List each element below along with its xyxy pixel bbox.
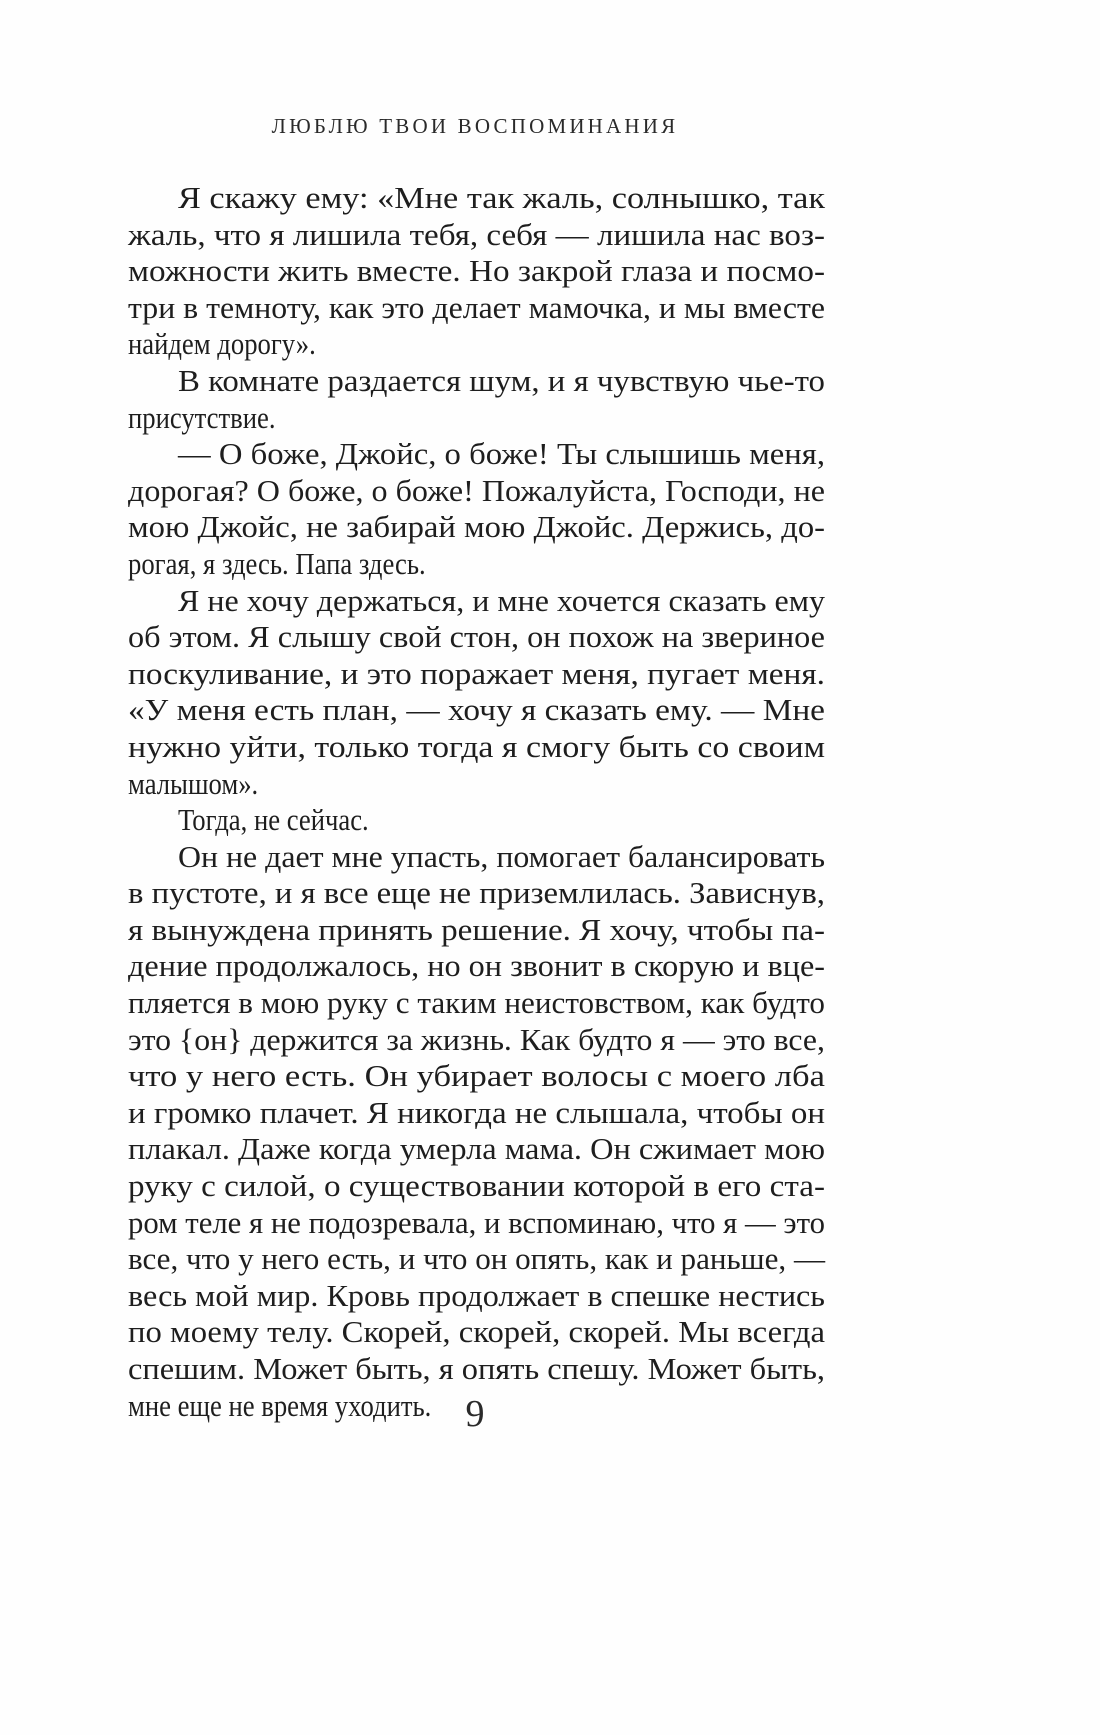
- text-line: [128, 1022, 825, 1059]
- text-line-content: и громко плачет. Я никогда не слышала, чтобы он: [128, 1094, 826, 1130]
- text-line: [128, 1058, 825, 1095]
- text-line-content: малышом».: [128, 765, 259, 801]
- text-line: [128, 436, 825, 473]
- text-line: [128, 326, 825, 363]
- text-line: [128, 1314, 825, 1351]
- text-line-content: мне еще не время уходить.: [128, 1387, 432, 1423]
- text-line-content: весь мой мир. Кровь продолжает в спешке нестись: [128, 1277, 825, 1313]
- text-line-content: в пустоте, и я все еще не приземлилась. Зависнув,: [128, 875, 825, 911]
- text-line-content: поскуливание, и это поражает меня, пугает меня.: [128, 655, 826, 691]
- text-line-content: спешим. Может быть, я опять спешу. Может быть,: [128, 1351, 826, 1386]
- text-line: [128, 729, 825, 766]
- page-number: 9: [465, 1393, 485, 1435]
- text-line-content: что у него есть. Он убирает волосы с моего лба: [128, 1058, 825, 1094]
- text-line: [128, 1241, 825, 1278]
- text-line: [128, 766, 825, 803]
- text-line: [128, 948, 825, 985]
- text-line-content: нужно уйти, только тогда я смогу быть со своим: [128, 728, 826, 764]
- text-line-content: присутствие.: [128, 399, 276, 435]
- text-line: [128, 290, 825, 327]
- text-line-content: «У меня есть план, — хочу я сказать ему. — Мне: [128, 692, 825, 728]
- text-line: [128, 400, 825, 437]
- text-line-content: об этом. Я слышу свой стон, он похож на звериное: [128, 619, 826, 655]
- text-line-content: все, что у него есть, и что он опять, как и раньше, —: [128, 1241, 826, 1277]
- text-line-content: ром теле я не подозревала, и вспоминаю, что я — это: [128, 1204, 825, 1240]
- text-line: [128, 546, 825, 583]
- text-line: [128, 253, 825, 290]
- body-text: [128, 180, 825, 1424]
- text-line-content: плакал. Даже когда умерла мама. Он сжимает мою: [128, 1131, 826, 1167]
- text-line: [128, 1168, 825, 1205]
- text-line-content: дорогая? О боже, о боже! Пожалуйста, Господи, не: [128, 472, 825, 508]
- text-line: [128, 875, 825, 912]
- text-line-content: это {он} держится за жизнь. Как будто я — это все,: [128, 1021, 825, 1057]
- text-line-content: пляется в мою руку с таким неистовством, как будто: [128, 985, 825, 1021]
- text-line: [128, 180, 825, 217]
- text-line: [128, 473, 825, 510]
- text-line: [128, 1205, 825, 1242]
- text-line-content: — О боже, Джойс, о боже! Ты слышишь меня,: [178, 436, 826, 472]
- text-line: [128, 1278, 825, 1315]
- text-line: [128, 1095, 825, 1132]
- text-line-content: дение продолжалось, но он звонит в скорую и вце-: [128, 948, 826, 984]
- text-line: [128, 656, 825, 693]
- text-line-content: жаль, что я лишила тебя, себя — лишила нас воз-: [128, 216, 826, 252]
- text-line-content: Тогда, не сейчас.: [178, 802, 369, 838]
- text-line: [128, 692, 825, 729]
- text-line: [128, 1351, 825, 1388]
- text-line: [128, 619, 825, 656]
- text-line-content: В комнате раздается шум, и я чувствую чье-то: [178, 362, 825, 398]
- text-line: [128, 985, 825, 1022]
- text-line-content: Он не дает мне упасть, помогает балансировать: [178, 838, 825, 874]
- text-line-content: по моему телу. Скорей, скорей, скорей. Мы всегда: [128, 1314, 826, 1350]
- text-line-content: руку с силой, о существовании которой в его ста-: [128, 1168, 825, 1204]
- text-line-content: рогая, я здесь. Папа здесь.: [128, 545, 426, 581]
- text-line-content: Я скажу ему: «Мне так жаль, солнышко, так: [178, 180, 826, 215]
- text-line-content: три в темноту, как это делает мамочка, и мы вместе: [128, 289, 825, 325]
- text-line-content: можности жить вместе. Но закрой глаза и посмо-: [128, 253, 826, 289]
- text-line: [128, 839, 825, 876]
- text-line-content: мою Джойс, не забирай мою Джойс. Держись, до-: [128, 509, 826, 545]
- text-line-content: Я не хочу держаться, и мне хочется сказать ему: [178, 582, 825, 618]
- text-line: [128, 217, 825, 254]
- text-line: [128, 363, 825, 400]
- text-line-content: я вынуждена принять решение. Я хочу, чтобы па-: [128, 911, 826, 947]
- text-line: [128, 912, 825, 949]
- text-line: [128, 1131, 825, 1168]
- text-line-content: найдем дорогу».: [128, 326, 316, 362]
- text-line: [128, 509, 825, 546]
- text-line: [128, 583, 825, 620]
- running-header: ЛЮБЛЮ ТВОИ ВОСПОМИНАНИЯ: [271, 114, 679, 138]
- text-line: [128, 802, 825, 839]
